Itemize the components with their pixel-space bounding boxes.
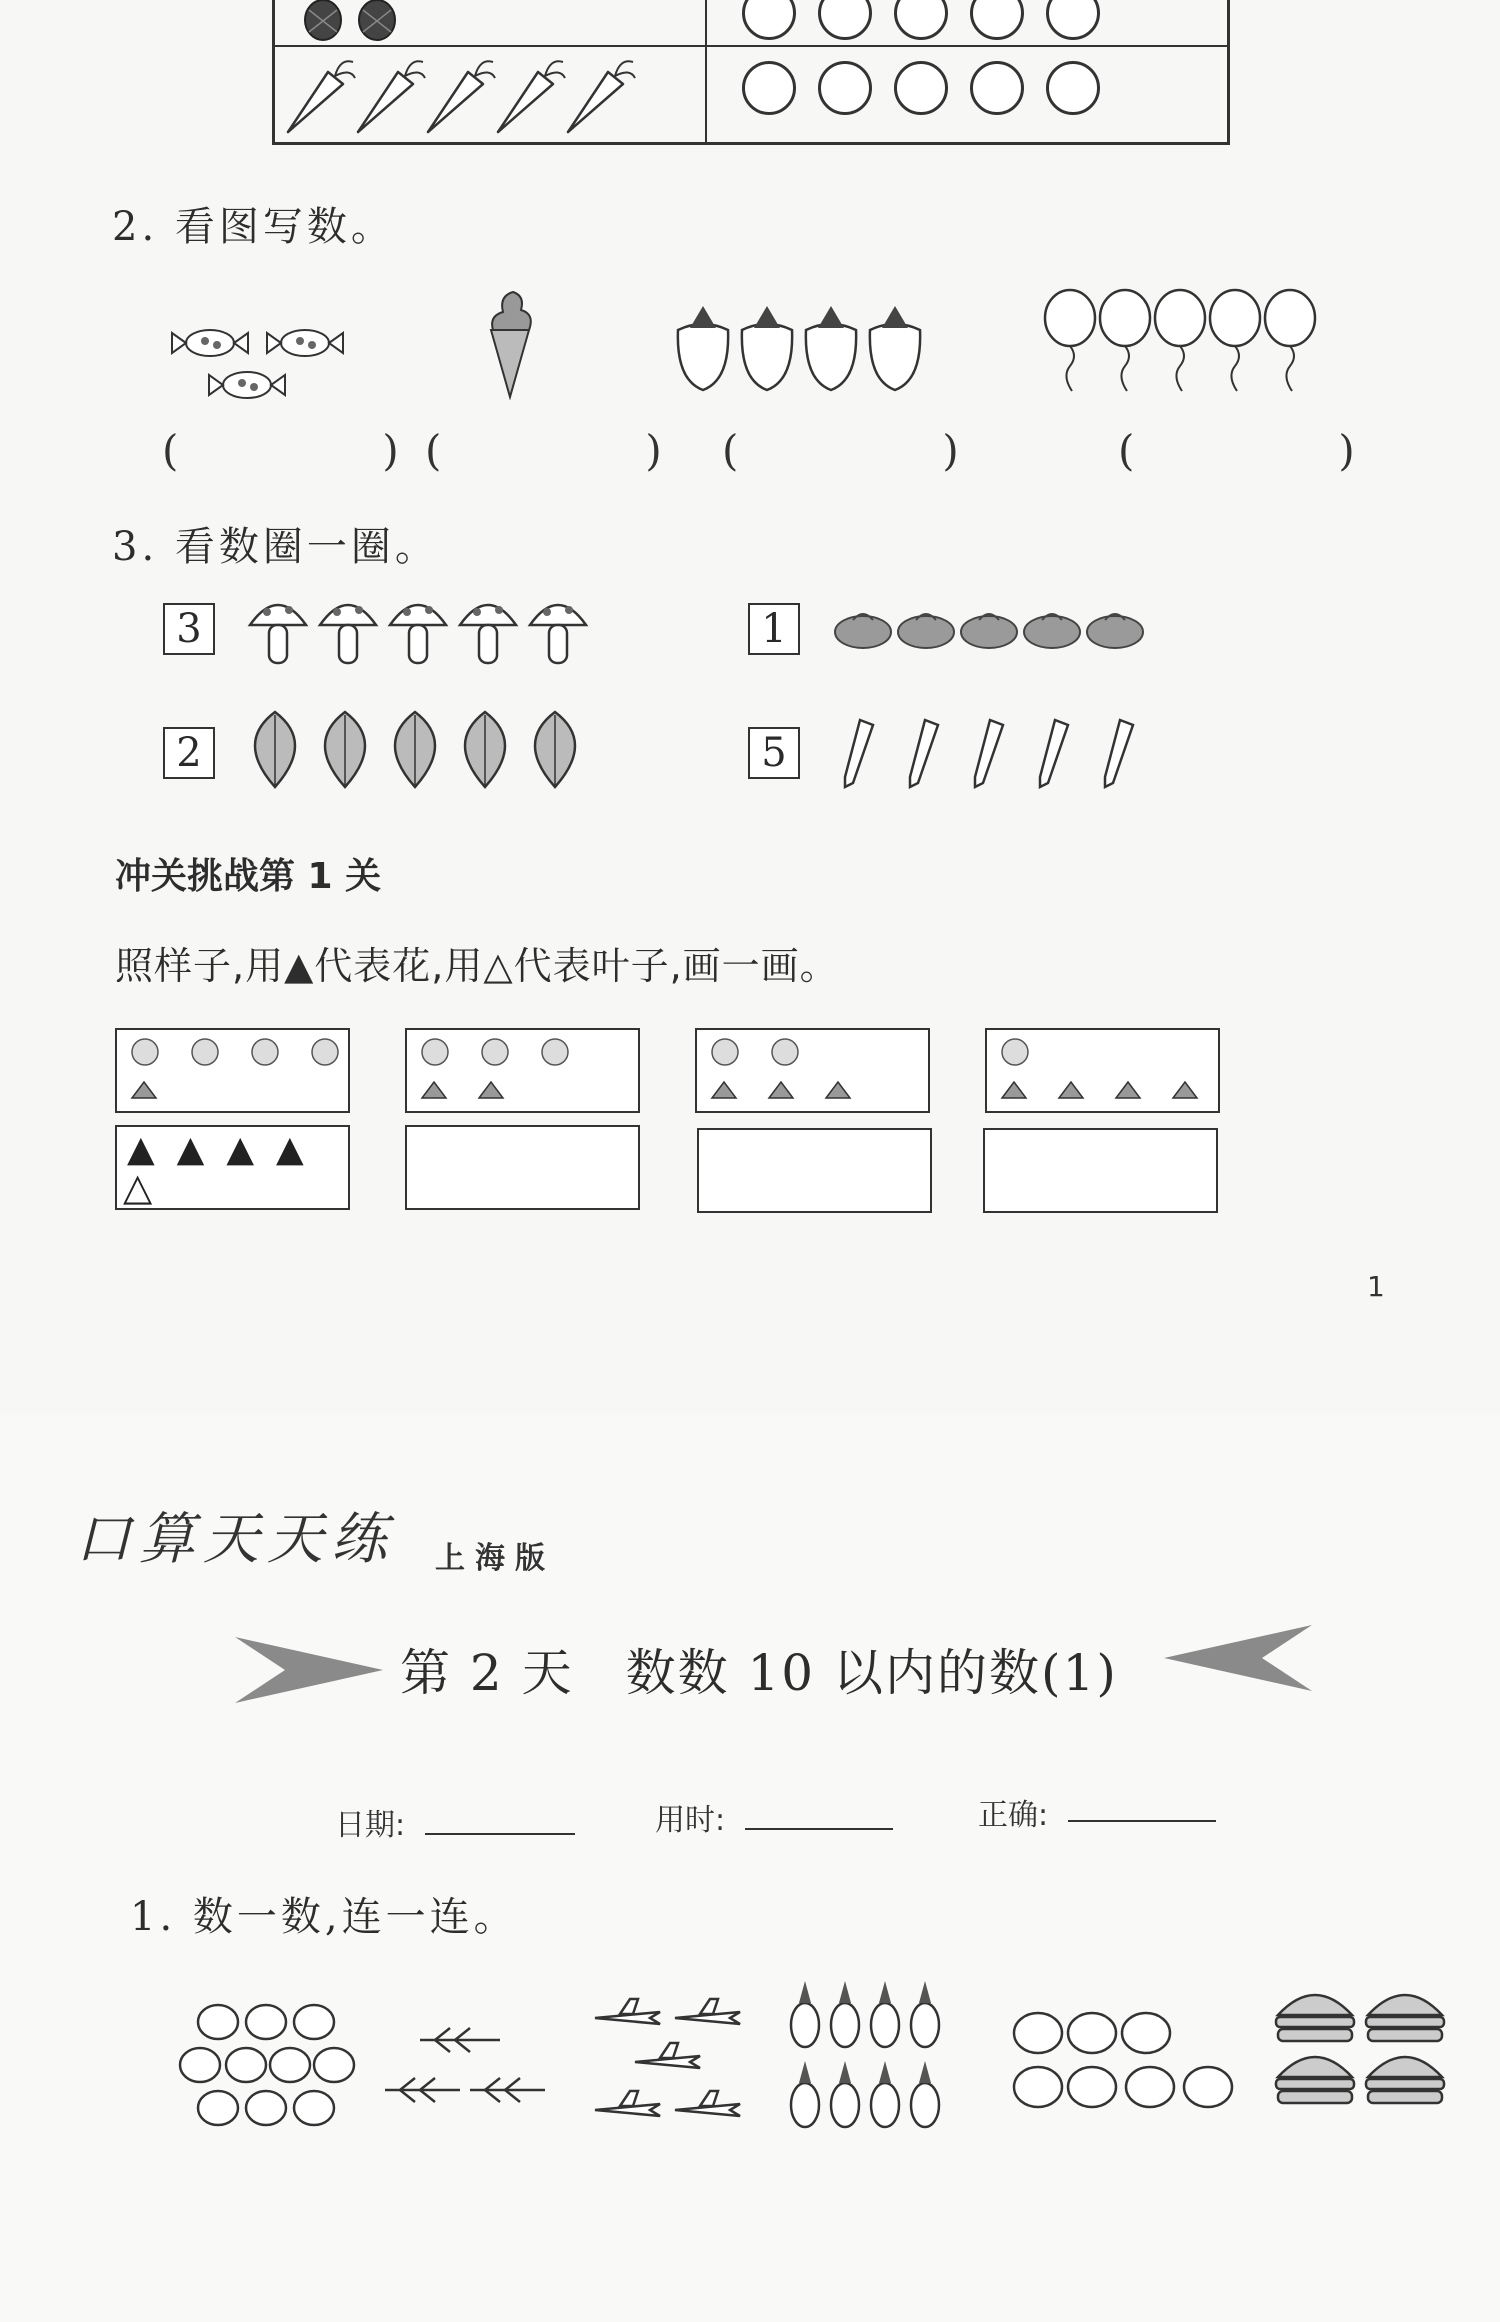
- pencil-icon: [835, 715, 1145, 790]
- question-2-title: 2. 看图写数。: [112, 204, 395, 250]
- answer-circle[interactable]: [742, 61, 796, 115]
- answer-circle[interactable]: [894, 61, 948, 115]
- radish-icon: [785, 1975, 960, 2140]
- table-divider: [705, 0, 707, 142]
- answer-drawing-box[interactable]: [983, 1128, 1218, 1213]
- answer-circle[interactable]: [818, 0, 872, 40]
- flower-icon: [987, 1030, 1217, 1110]
- time-field[interactable]: [745, 1828, 893, 1830]
- answer-drawing-box[interactable]: [405, 1125, 640, 1210]
- answer-paren[interactable]: ( ): [1118, 426, 1395, 475]
- time-label: 用时:: [655, 1803, 726, 1838]
- flower-leaf-box: [405, 1028, 640, 1113]
- edition-label: 上海版: [435, 1541, 555, 1576]
- airplane-icon: [590, 1990, 750, 2140]
- answer-circle[interactable]: [742, 0, 796, 40]
- number-box: 5: [748, 727, 800, 779]
- flower-leaf-box: [695, 1028, 930, 1113]
- flower-icon: [697, 1030, 927, 1110]
- flower-leaf-box: [115, 1028, 350, 1113]
- table-divider: [275, 45, 1227, 47]
- dragonfly-icon: [380, 2020, 550, 2115]
- answer-drawing-box[interactable]: [697, 1128, 932, 1213]
- page-number: 1: [1367, 1270, 1385, 1303]
- answer-paren[interactable]: ( ): [162, 426, 439, 475]
- number-box: 2: [163, 727, 215, 779]
- answer-circle[interactable]: [970, 0, 1024, 40]
- challenge-title: 冲关挑战第 1 关: [115, 856, 382, 897]
- number-box: 3: [163, 603, 215, 655]
- candy-icon: [165, 315, 365, 415]
- answer-paren[interactable]: ( ): [425, 426, 702, 475]
- leaf-icon: [132, 1082, 156, 1098]
- strawberry-icon: [670, 300, 935, 395]
- answer-paren[interactable]: ( ): [722, 426, 999, 475]
- number-box: 1: [748, 603, 800, 655]
- leaf-icon: [240, 707, 590, 792]
- flower-icon: [407, 1030, 637, 1110]
- correct-label: 正确:: [978, 1798, 1049, 1833]
- carrot-icon: [283, 52, 683, 140]
- arrow-left-icon: [1162, 1623, 1312, 1693]
- answer-circle[interactable]: [1046, 61, 1100, 115]
- answer-circle[interactable]: [1046, 0, 1100, 40]
- challenge-instruction: 照样子,用▲代表花,用△代表叶子,画一画。: [115, 944, 839, 988]
- answer-circle[interactable]: [970, 61, 1024, 115]
- example-answer-box: [115, 1125, 350, 1210]
- question-3-title: 3. 看数圈一圈。: [112, 524, 439, 570]
- date-label: 日期:: [335, 1808, 406, 1843]
- day-title: 第 2 天 数数 10 以内的数(1): [400, 1644, 1118, 1702]
- hamburger-icon: [1270, 1985, 1455, 2115]
- date-field[interactable]: [425, 1833, 575, 1835]
- cookie-icon: [178, 2000, 358, 2135]
- filled-triangles: ▲▲▲▲: [127, 1129, 326, 1170]
- question-1-title: 1. 数一数,连一连。: [130, 1894, 518, 1940]
- flower-icon: [117, 1030, 347, 1110]
- balloon-icon: [1040, 288, 1325, 398]
- counting-table: [272, 0, 1230, 145]
- flower-leaf-box: [985, 1028, 1220, 1113]
- correct-field[interactable]: [1068, 1820, 1216, 1822]
- answer-circle[interactable]: [894, 0, 948, 40]
- tomato-icon: [1010, 2005, 1240, 2115]
- ice-cream-icon: [485, 285, 535, 400]
- pineapple-icon: [295, 0, 405, 42]
- hollow-triangle: △: [123, 1165, 153, 1209]
- answer-circle[interactable]: [818, 61, 872, 115]
- mushroom-icon: [245, 590, 590, 670]
- brand-title: 口算天天练: [75, 1507, 395, 1572]
- arrow-right-icon: [235, 1635, 385, 1705]
- spinning-top-icon: [833, 600, 1153, 660]
- worksheet-page-2: [0, 1415, 1500, 2322]
